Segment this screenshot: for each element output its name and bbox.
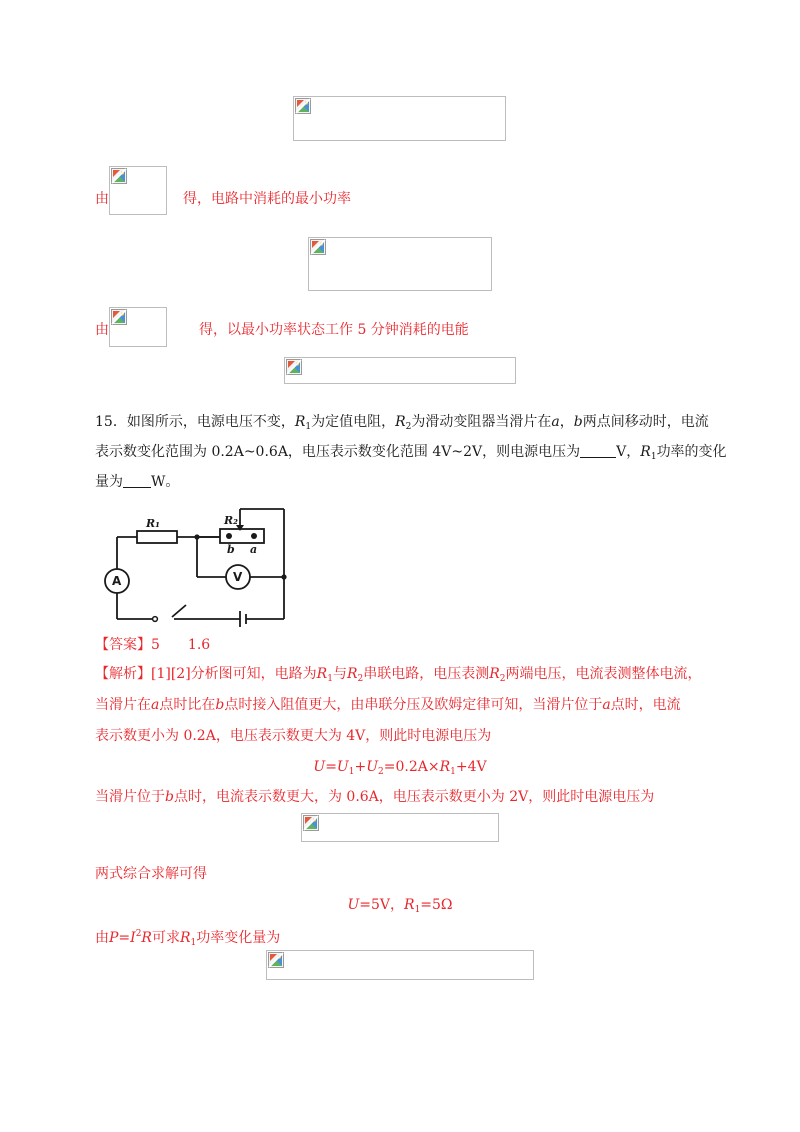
- equation-1: $U=U_1+U_2=0.2A\times R_1+4V$: [313, 759, 487, 777]
- broken-image-icon: [268, 952, 284, 968]
- circuit-diagram: [100, 505, 300, 630]
- equation-image-placeholder: [308, 237, 492, 291]
- r2-label: R₂: [224, 514, 238, 527]
- voltage-answer-blank[interactable]: [580, 443, 616, 458]
- equation-image-placeholder: [266, 950, 534, 980]
- analysis-line-2: 当滑片在a点时比在b点时接入阻值更大，由串联分压及欧姆定律可知，当滑片位于a点时，电流: [95, 697, 681, 713]
- broken-image-icon: [111, 168, 127, 184]
- answer-line: 【答案】5 1.6: [95, 637, 211, 653]
- question-15-line-1: 15．如图所示，电源电压不变，$R_1$为定值电阻，$R_2$为滑动变阻器当滑片在a，b两点间移动时，电流: [95, 414, 709, 432]
- equation-image-placeholder: [284, 357, 516, 384]
- analysis-line-1: 【解析】[1][2]分析图可知，电路为$R_1$与$R_2$串联电路，电压表测$R_2$两端电压，电流表测整体电流，: [95, 666, 702, 684]
- analysis-line-3: 表示数更小为 0.2A，电压表示数更大为 4V，则此时电源电压为: [95, 728, 492, 744]
- b-label: b: [227, 543, 235, 556]
- power-answer-blank[interactable]: [123, 473, 151, 488]
- energy-line: 由 得，以最小功率状态工作 5 分钟消耗的电能: [95, 322, 469, 338]
- broken-image-icon: [286, 359, 302, 375]
- equation-image-placeholder: [293, 96, 506, 141]
- ammeter-label: A: [112, 574, 122, 588]
- analysis-line-4: 当滑片位于b点时，电流表示数更大，为 0.6A，电压表示数更小为 2V，则此时电源电压为: [95, 789, 655, 805]
- r1-label: R₁: [146, 517, 160, 530]
- result-line: U=5V，$R_1=5\Omega$: [347, 897, 453, 915]
- analysis-line-5: 两式综合求解可得: [95, 866, 207, 882]
- broken-image-icon: [310, 239, 326, 255]
- equation-image-placeholder: [301, 813, 499, 842]
- broken-image-icon: [295, 98, 311, 114]
- analysis-line-6: 由$P=I^2R$可求$R_1$功率变化量为: [95, 929, 281, 948]
- question-15-line-3: 量为 W。: [95, 474, 180, 490]
- a-label: a: [250, 543, 258, 556]
- min-power-line: 由 得，电路中消耗的最小功率: [95, 191, 351, 207]
- question-15-line-2: 表示数变化范围为 0.2A~0.6A，电压表示数变化范围 4V~2V，则电源电压为 V，$R_1$功率的变化: [95, 444, 727, 462]
- broken-image-icon: [303, 815, 319, 831]
- voltmeter-label: V: [233, 570, 243, 584]
